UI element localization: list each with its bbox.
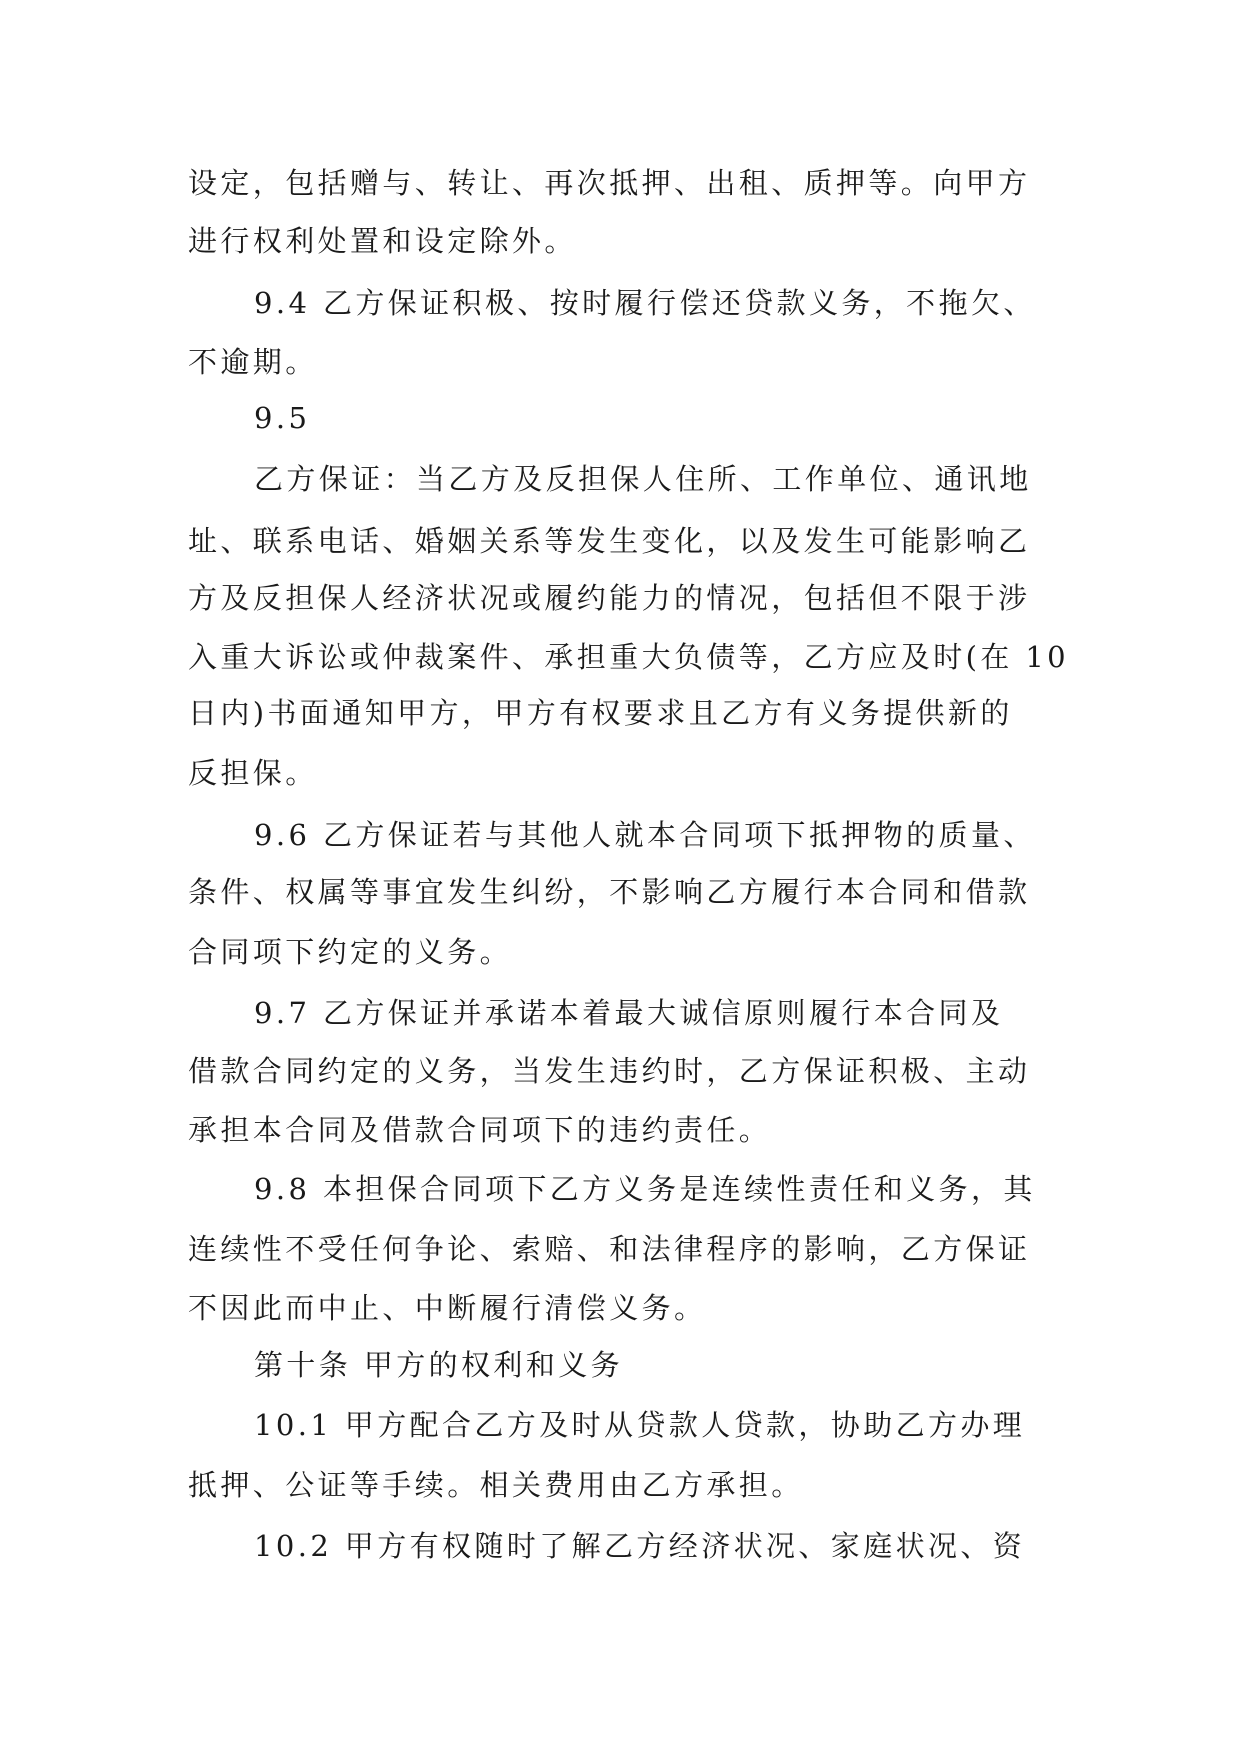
text-line: 方及反担保人经济状况或履约能力的情况，包括但不限于涉 — [188, 581, 1031, 615]
text-line: 不因此而中止、中断履行清偿义务。 — [188, 1291, 707, 1325]
text-line: 连续性不受任何争论、索赔、和法律程序的影响，乙方保证 — [188, 1232, 1031, 1266]
text-line: 条件、权属等事宜发生纠纷，不影响乙方履行本合同和借款 — [188, 875, 1031, 909]
text-line: 不逾期。 — [188, 345, 318, 379]
article-10-heading: 第十条 甲方的权利和义务 — [254, 1348, 624, 1382]
text-line: 入重大诉讼或仲裁案件、承担重大负债等，乙方应及时(在 10 — [188, 640, 1070, 674]
text-line: 设定，包括赠与、转让、再次抵押、出租、质押等。向甲方 — [188, 166, 1031, 200]
text-line: 承担本合同及借款合同项下的违约责任。 — [188, 1113, 772, 1147]
clause-9-4: 9.4 乙方保证积极、按时履行偿还贷款义务，不拖欠、 — [254, 286, 1036, 320]
text-line: 合同项下约定的义务。 — [188, 935, 513, 969]
text-line: 进行权利处置和设定除外。 — [188, 224, 577, 258]
text-line: 抵押、公证等手续。相关费用由乙方承担。 — [188, 1468, 804, 1502]
clause-10-2: 10.2 甲方有权随时了解乙方经济状况、家庭状况、资 — [254, 1529, 1026, 1563]
clause-9-5-number: 9.5 — [254, 401, 311, 435]
clause-10-1: 10.1 甲方配合乙方及时从贷款人贷款，协助乙方办理 — [254, 1408, 1026, 1442]
text-line: 借款合同约定的义务，当发生违约时，乙方保证积极、主动 — [188, 1054, 1031, 1088]
clause-9-5: 乙方保证：当乙方及反担保人住所、工作单位、通讯地 — [254, 462, 1032, 496]
clause-9-6: 9.6 乙方保证若与其他人就本合同项下抵押物的质量、 — [254, 818, 1036, 852]
text-line: 日内)书面通知甲方，甲方有权要求且乙方有义务提供新的 — [188, 696, 1013, 730]
clause-9-8: 9.8 本担保合同项下乙方义务是连续性责任和义务，其 — [254, 1172, 1036, 1206]
clause-9-7: 9.7 乙方保证并承诺本着最大诚信原则履行本合同及 — [254, 996, 1004, 1030]
text-line: 反担保。 — [188, 756, 318, 790]
text-line: 址、联系电话、婚姻关系等发生变化，以及发生可能影响乙 — [188, 524, 1031, 558]
